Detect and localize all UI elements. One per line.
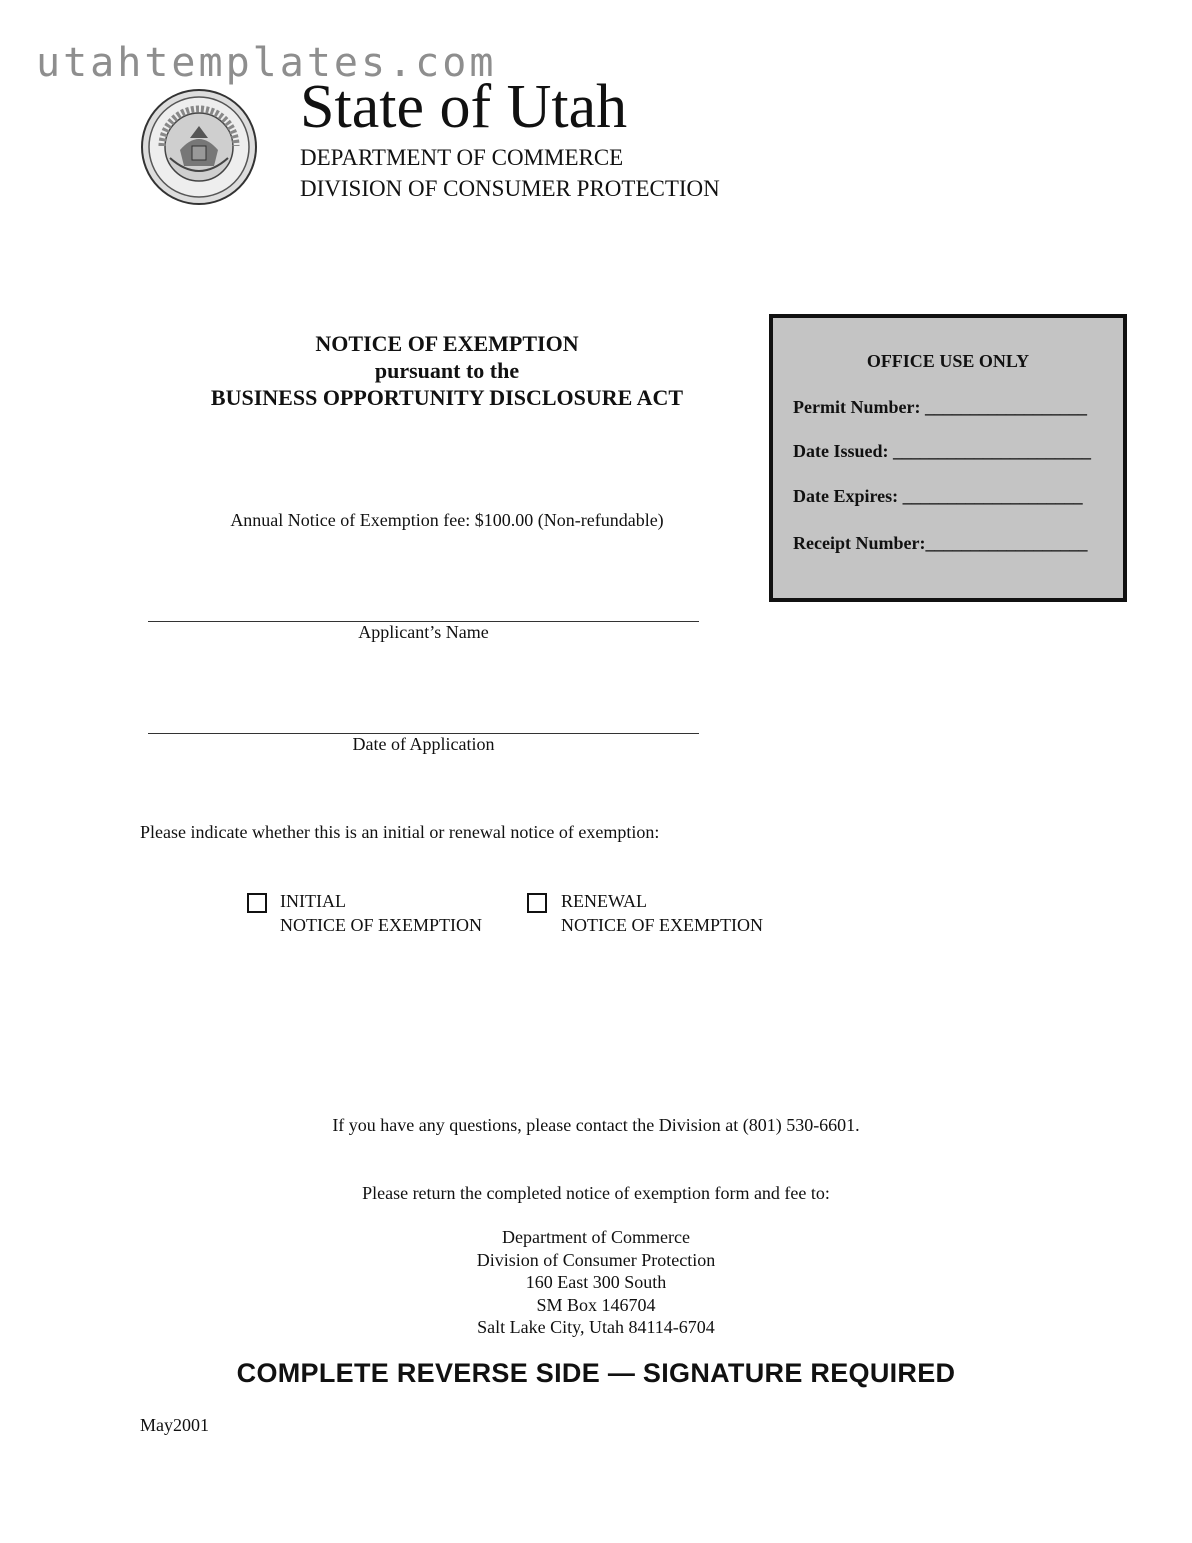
address-line5: Salt Lake City, Utah 84114-6704	[477, 1317, 715, 1337]
permit-number-field[interactable]: Permit Number: __________________	[793, 397, 1087, 417]
watermark: utahtemplates.com	[36, 40, 497, 86]
date-issued-field[interactable]: Date Issued: ______________________	[793, 441, 1092, 461]
notice-title	[150, 330, 744, 411]
date-expires-field[interactable]: Date Expires: ____________________	[793, 486, 1083, 506]
notice-title-line1: NOTICE OF EXEMPTION	[315, 331, 579, 356]
renewal-label-line2: NOTICE OF EXEMPTION	[561, 915, 763, 935]
address-line1: Department of Commerce	[502, 1227, 690, 1247]
division-name: DIVISION OF CONSUMER PROTECTION	[300, 176, 720, 201]
initial-label-line1: INITIAL	[280, 891, 346, 911]
return-text: Please return the completed notice of exemption form and fee to:	[362, 1183, 830, 1203]
reverse-side-notice: COMPLETE REVERSE SIDE — SIGNATURE REQUIRED	[236, 1358, 956, 1388]
applicant-name-label: Applicant’s Name	[358, 622, 489, 642]
department-block	[300, 142, 720, 204]
revision-date: May2001	[140, 1415, 209, 1435]
initial-label-line2: NOTICE OF EXEMPTION	[280, 915, 482, 935]
mailing-address	[0, 1226, 1192, 1339]
address-line4: SM Box 146704	[536, 1294, 656, 1315]
address-line2: Division of Consumer Protection	[476, 1249, 716, 1270]
fee-text: Annual Notice of Exemption fee: $100.00 (Non-refundable)	[230, 510, 664, 530]
address-line3: 160 East 300 South	[525, 1272, 667, 1292]
renewal-checkbox[interactable]	[527, 893, 547, 913]
initial-label	[280, 889, 482, 937]
contact-text: If you have any questions, please contact the Division at (801) 530-6601.	[332, 1115, 860, 1135]
notice-title-line2: pursuant to the	[374, 358, 520, 383]
renewal-label	[561, 889, 763, 937]
office-use-title: OFFICE USE ONLY	[866, 351, 1030, 371]
receipt-number-field[interactable]: Receipt Number:__________________	[793, 533, 1088, 553]
office-use-box	[769, 314, 1127, 602]
date-of-application-label: Date of Application	[352, 734, 495, 754]
state-seal-icon	[140, 88, 258, 206]
exemption-type-question: Please indicate whether this is an initial or renewal notice of exemption:	[140, 822, 660, 842]
department-name: DEPARTMENT OF COMMERCE	[300, 145, 624, 170]
page-title: State of Utah	[300, 73, 628, 141]
renewal-label-line1: RENEWAL	[561, 891, 647, 911]
notice-title-line3: BUSINESS OPPORTUNITY DISCLOSURE ACT	[210, 385, 684, 410]
initial-checkbox[interactable]	[247, 893, 267, 913]
